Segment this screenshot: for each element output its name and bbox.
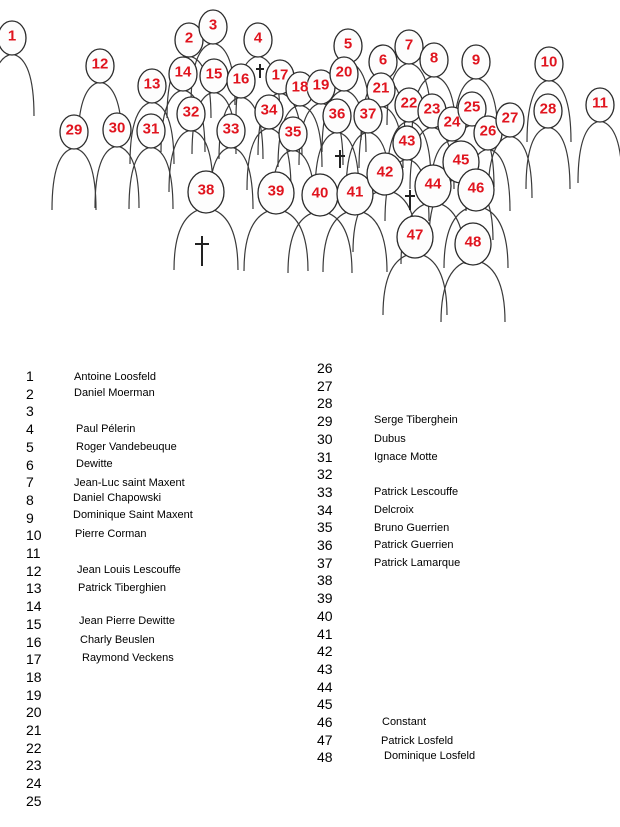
legend-number: 6 [26,456,34,473]
face-number-label: 17 [271,66,289,84]
face-number-label: 7 [404,36,414,54]
legend-number: 10 [26,527,42,544]
legend-name: Bruno Guerrien [374,522,450,534]
legend-number: 31 [317,448,333,465]
face-number-label: 42 [376,163,394,181]
legend-number: 34 [317,501,333,518]
legend-number: 14 [26,598,42,615]
legend-number: 7 [26,474,34,491]
legend-number: 41 [317,625,333,642]
face-number-label: 28 [539,100,557,118]
legend-number: 18 [26,668,42,685]
legend-number: 29 [317,413,333,430]
face-number-label: 11 [592,94,608,112]
face-number-label: 4 [253,29,263,47]
legend-number: 42 [317,643,333,660]
legend-number: 32 [317,466,333,483]
legend-name: Patrick Lescouffe [374,486,459,498]
legend-name: Delcroix [374,504,414,516]
face-number-label: 32 [182,103,200,121]
legend-number: 8 [26,491,34,508]
legend-name: Paul Pélerin [76,423,136,435]
legend-name: Dominique Losfeld [384,750,476,762]
legend-number: 44 [317,678,333,695]
legend-number: 17 [26,651,42,668]
face-number-label: 36 [328,105,346,123]
face-number-label: 24 [443,113,461,131]
face-number-label: 20 [335,63,353,81]
face-number-label: 9 [471,51,481,69]
legend-number: 3 [26,403,34,420]
legend-name: Pierre Corman [75,528,147,540]
face-number-label: 23 [423,100,441,118]
face-number-label: 41 [346,183,364,201]
face-number-label: 25 [463,98,481,116]
face-number-label: 45 [452,151,470,169]
legend-number: 4 [26,421,34,438]
legend-name: Dewitte [76,458,113,470]
legend-number: 15 [26,615,42,632]
face-number-label: 44 [424,175,442,193]
face-number-label: 43 [398,132,416,150]
legend-name: Patrick Guerrien [374,539,454,551]
legend-number: 24 [26,775,42,792]
legend-number: 36 [317,537,333,553]
face-number-label: 1 [7,27,17,45]
legend-number: 9 [26,509,34,526]
legend-name: Antoine Loosfeld [74,371,156,383]
legend-number: 25 [26,792,42,809]
legend-number: 11 [26,545,41,561]
legend-name: Constant [382,716,427,728]
face-number-label: 14 [174,63,192,81]
face-number-label: 46 [467,179,485,197]
legend-number: 28 [317,395,333,412]
legend-name: Jean-Luc saint Maxent [74,477,185,489]
legend-number: 38 [317,572,333,589]
face-number-label: 12 [91,55,109,73]
legend-number: 48 [317,749,333,766]
face-number-label: 31 [142,120,160,138]
face-number-label: 22 [400,94,418,112]
face-number-label: 26 [479,122,497,140]
face-number-label: 38 [197,181,215,199]
legend-number: 39 [317,590,333,607]
photo-sketch [0,0,620,345]
legend-name: Jean Pierre Dewitte [79,615,175,627]
face-number-label: 2 [184,29,194,47]
legend-number: 37 [317,554,333,571]
face-number-label: 18 [291,78,309,96]
legend-name: Patrick Tiberghien [78,582,167,594]
legend-name: Roger Vandebeuque [76,441,177,453]
legend-number: 27 [317,377,333,394]
legend-name: Ignace Motte [374,451,438,463]
face-number-label: 21 [372,79,390,97]
legend-name: Charly Beuslen [80,634,155,646]
legend-name: Dubus [374,433,406,445]
legend-number: 35 [317,519,333,536]
face-number-label: 15 [205,65,223,83]
face-number-label: 6 [378,51,388,69]
face-number-label: 40 [311,184,329,202]
legend-number: 12 [26,562,42,579]
face-number-label: 8 [429,49,439,67]
face-number-label: 34 [260,101,278,119]
legend-number: 13 [26,580,42,597]
face-number-label: 33 [222,120,240,138]
legend-name: Serge Tiberghein [374,414,458,426]
legend-number: 21 [26,722,42,738]
face-number-label: 47 [406,226,424,244]
legend-name: Jean Louis Lescouffe [77,564,181,576]
face-number-label: 3 [208,16,218,34]
legend-number: 1 [26,368,34,384]
face-number-label: 29 [65,121,83,139]
face-number-label: 10 [540,53,558,71]
legend-number: 43 [317,660,333,677]
face-number-label: 35 [284,123,302,141]
legend-number: 20 [26,704,42,721]
legend-name: Raymond Veckens [82,652,174,664]
face-number-label: 30 [108,119,126,137]
face-number-label: 13 [143,75,161,93]
face-number-label: 37 [359,105,377,123]
legend-name: Dominique Saint Maxent [73,509,193,521]
face-number-label: 5 [343,35,353,53]
legend-number: 40 [317,607,333,624]
legend-number: 26 [317,360,333,376]
legend-number: 19 [26,686,42,703]
legend-number: 30 [317,430,333,447]
legend-number: 45 [317,696,333,713]
legend-number: 46 [317,714,333,730]
legend-name: Patrick Lamarque [374,557,461,569]
face-number-label: 19 [312,76,330,94]
face-number-label: 27 [501,109,519,127]
legend-number: 16 [26,633,42,650]
group-photo [0,0,620,345]
face-number-label: 16 [232,70,250,88]
legend-name: Patrick Losfeld [381,735,454,747]
legend-number: 5 [26,438,34,455]
face-number-label: 48 [464,233,482,251]
legend-number: 33 [317,483,333,500]
face-number-label: 39 [267,182,285,200]
legend-name: Daniel Chapowski [73,492,162,504]
legend-number: 22 [26,739,42,756]
legend-number: 2 [26,385,34,402]
legend-number: 47 [317,731,333,748]
legend-number: 23 [26,757,42,774]
legend-name: Daniel Moerman [74,387,155,399]
